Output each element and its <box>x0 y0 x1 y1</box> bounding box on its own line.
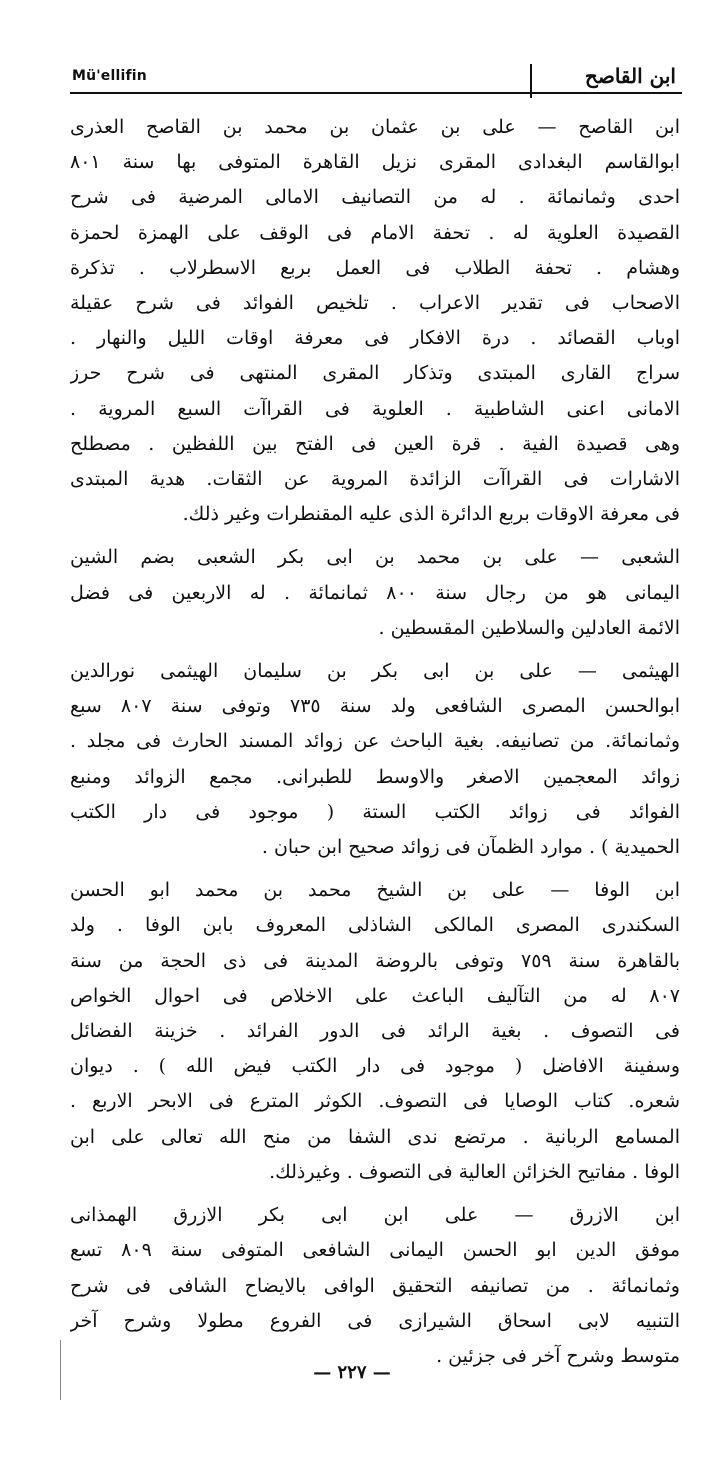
biography-entry <box>70 654 680 865</box>
text-line: ابوالقاسم البغدادى المقرى نزيل القاهرة المتوفى بها سنة ٨٠١ <box>70 151 680 174</box>
text-line: الهيثمى — على بن ابى بكر بن سليمان الهيثمى نورالدين <box>70 660 680 683</box>
text-line: شعره. كتاب الوصايا فى التصوف. الكوثر المترع فى الابحر الاربع . <box>70 1090 680 1113</box>
page-number: — ٢٢٧ — <box>313 1362 391 1383</box>
text-line: وثمانمائة. من تصانيفه. بغية الباحث عن زوائد المسند الحارث فى مجلد . <box>70 730 680 753</box>
text-line: وسفينة الافاضل ( موجود فى دار الكتب فيض الله ) . ديوان <box>70 1055 680 1078</box>
text-line: موفق الدين ابو الحسن اليمانى الشافعى المتوفى سنة ٨٠٩ تسع <box>70 1239 680 1262</box>
text-line: متوسط وشرح آخر فى جزئين . <box>436 1344 680 1367</box>
text-line: فى التصوف . بغية الرائد فى الدور الفرائد . خزينة الفضائل <box>70 1020 680 1043</box>
text-line: التنبيه لابى اسحاق الشيرازى فى الفروع مطولا وشرح آخر <box>70 1309 680 1332</box>
entries-body <box>70 110 680 1382</box>
text-line: السكندرى المصرى المالكى الشاذلى المعروف بابن الوفا . ولد <box>70 914 680 937</box>
text-line: الحميدية ) . موارد الظمآن فى زوائد صحيح ابن حبان . <box>261 836 680 859</box>
text-line: المسامع الربانية . مرتضع ندى الشفا من منح الله تعالى على ابن <box>70 1125 680 1148</box>
text-line: زوائد المعجمين الاصغر والاوسط للطبرانى. مجمع الزوائد ومنبع <box>70 765 680 788</box>
biography-entry <box>70 873 680 1190</box>
header-right-text: ابن القاصح <box>584 64 676 88</box>
running-header <box>70 64 682 100</box>
text-line: ابوالحسن المصرى الشافعى ولد سنة ٧٣٥ وتوفى سنة ٨٠٧ سبع <box>70 695 680 718</box>
header-divider <box>530 64 532 98</box>
text-line: وهشام . تحفة الطلاب فى العمل بربع الاسطرلاب . تذكرة <box>70 256 680 279</box>
text-line: الائمة العادلين والسلاطين المقسطين . <box>378 616 680 639</box>
text-line: الاشارات فى القراآت الزائدة المروية عن الثقات. هدية المبتدى <box>70 468 680 491</box>
text-line: الشعبى — على بن محمد بن ابى بكر الشعبى بضم الشين <box>70 546 680 569</box>
text-line: ابن الازرق — على ابن ابى بكر الازرق الهمذانى <box>70 1204 680 1227</box>
text-line: اليمانى هو من رجال سنة ٨٠٠ ثمانمائة . له الاربعين فى فضل <box>70 581 680 604</box>
text-line: القصيدة العلوية له . تحفة الامام فى الوقف على الهمزة لحمزة <box>70 221 680 244</box>
biography-entry <box>70 540 680 646</box>
text-line: الفوائد فى زوائد الكتب الستة ( موجود فى دار الكتب <box>70 800 680 823</box>
text-line: وهى قصيدة الفية . قرة العين فى الفتح بين اللفظين . مصطلح <box>70 432 680 455</box>
text-line: ابن القاصح — على بن عثمان بن محمد بن القاصح العذرى <box>70 116 680 138</box>
biography-entry <box>70 110 680 532</box>
header-rule <box>70 92 682 94</box>
text-line: بالقاهرة سنة ٧٥٩ وتوفى بالروضة المدينة فى ذى الحجة من سنة <box>70 949 680 972</box>
biography-entry <box>70 1198 680 1374</box>
text-line: الاصحاب فى تقدير الاعراب . تلخيص الفوائد فى شرح عقيلة <box>70 292 680 315</box>
text-line: الامانى اعنى الشاطبية . العلوية فى القراآت السبع المروية . <box>70 397 680 420</box>
text-line: فى معرفة الاوقات بربع الدائرة الذى عليه المقنطرات وغير ذلك. <box>182 503 680 526</box>
header-left-text: Mü'ellifin <box>72 68 147 84</box>
text-line: ابن الوفا — على بن الشيخ محمد بن محمد ابو الحسن <box>70 879 680 902</box>
text-line: اوباب القصائد . درة الافكار فى معرفة اوقات الليل والنهار . <box>70 327 680 350</box>
text-line: احدى وثمانمائة . له من التصانيف الامالى المرضية فى شرح <box>70 186 680 209</box>
text-line: الوفا . مفاتيح الخزائن العالية فى التصوف . وغيرذلك. <box>269 1160 680 1183</box>
text-line: ٨٠٧ له من التآليف الباعث على الاخلاص فى احوال الخواص <box>70 984 680 1007</box>
text-line: سراج القارى المبتدى وتذكار المقرى المنتهى فى شرح حرز <box>70 362 680 385</box>
text-line: وثمانمائة . من تصانيفه التحقيق الوافى بالايضاح الشافى فى شرح <box>70 1274 680 1297</box>
